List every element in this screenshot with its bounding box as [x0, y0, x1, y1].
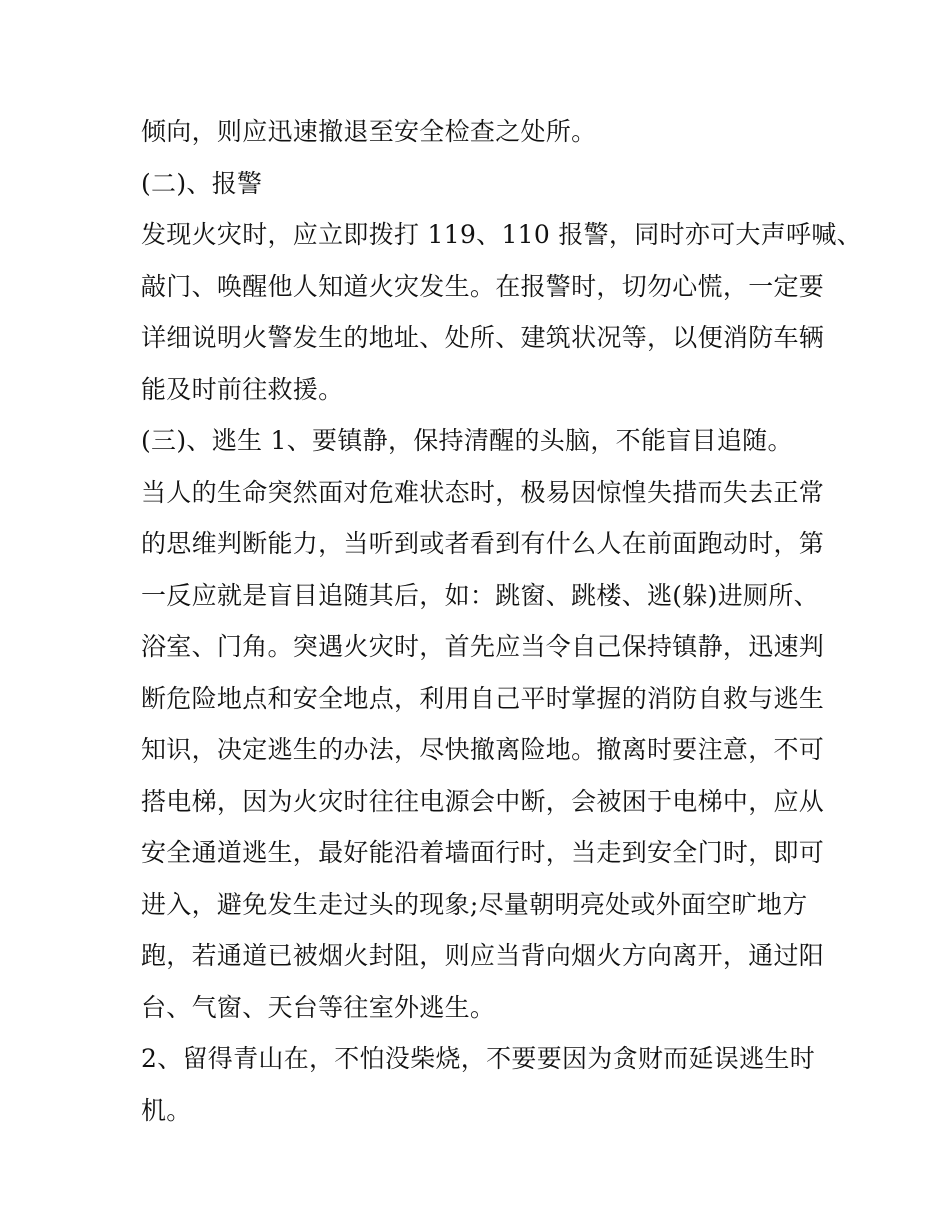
- text-line: 的思维判断能力，当听到或者看到有什么人在前面跑动时，第: [141, 529, 825, 558]
- section-heading-escape: (三)、逃生 1、要镇静，保持清醒的头脑，不能盲目追随。: [141, 426, 793, 455]
- text-line: 知识，决定逃生的办法，尽快撤离险地。撤离时要注意，不可: [141, 735, 825, 764]
- text-line: 能及时前往救援。: [141, 374, 344, 404]
- text-line: 安全通道逃生，最好能沿着墙面行时，当走到安全门时，即可: [141, 838, 825, 867]
- text-line: 详细说明火警发生的地址、处所、建筑状况等，以便消防车辆: [141, 323, 825, 352]
- text-line: 机。: [141, 1095, 192, 1125]
- text-line: 当人的生命突然面对危难状态时，极易因惊惶失措而失去正常: [141, 477, 825, 507]
- text-line: 台、气窗、天台等往室外逃生。: [141, 992, 496, 1022]
- text-line: 2、留得青山在，不怕没柴烧，不要要因为贪财而延误逃生时: [141, 1044, 816, 1073]
- text-line: 浴室、门角。突遇火灾时，首先应当令自己保持镇静，迅速判: [141, 632, 825, 661]
- document-body: [141, 106, 862, 1136]
- text-line: 断危险地点和安全地点，利用自己平时掌握的消防自救与逃生: [141, 683, 825, 713]
- section-heading-alarm: (二)、报警: [141, 168, 263, 198]
- text-line: 搭电梯，因为火灾时往往电源会中断，会被困于电梯中，应从: [141, 786, 825, 816]
- text-line: 进入，避免发生走过头的现象;尽量朝明亮处或外面空旷地方: [141, 889, 808, 919]
- text-line: 敲门、唤醒他人知道火灾发生。在报警时，切勿心慌，一定要: [141, 271, 825, 301]
- text-line: 跑，若通道已被烟火封阻，则应当背向烟火方向离开，通过阳: [141, 941, 825, 970]
- text-line: 一反应就是盲目追随其后，如：跳窗、跳楼、逃(躲)进厕所、: [141, 580, 819, 610]
- text-line: 倾向，则应迅速撤退至安全检查之处所。: [141, 117, 597, 146]
- text-line: 发现火灾时，应立即拨打 119、110 报警，同时亦可大声呼喊、: [141, 220, 862, 249]
